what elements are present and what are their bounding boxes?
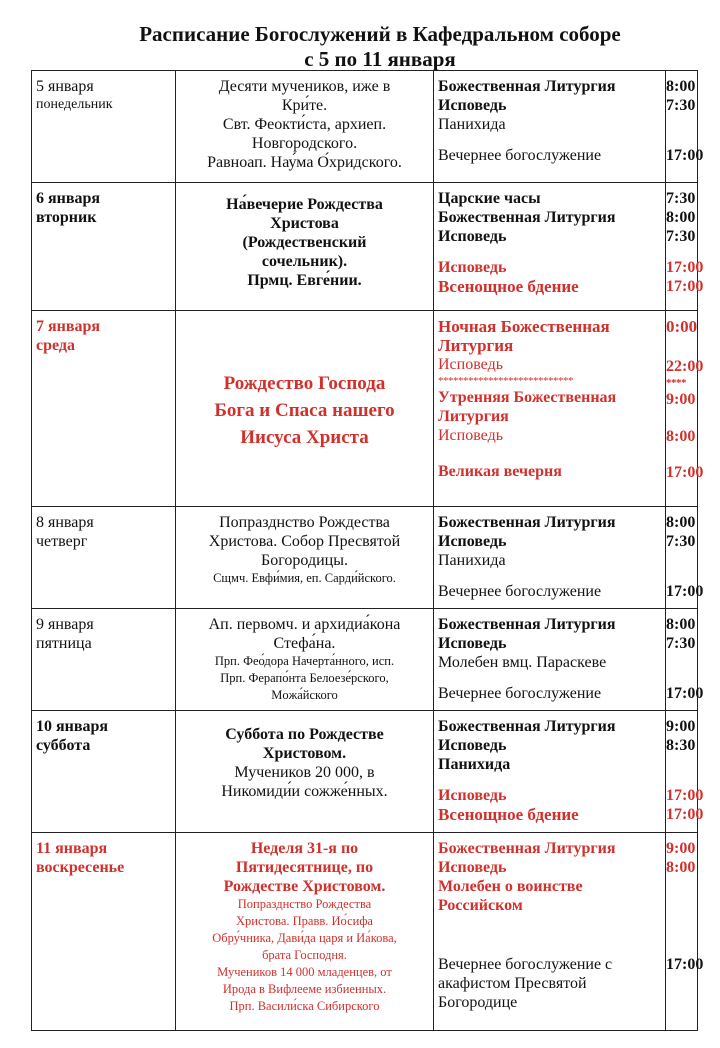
time: 17:00 [666,806,704,823]
schedule-table [31,70,704,1031]
time: 8:00 [666,428,696,445]
service: Панихида [438,756,511,773]
feast-cell [176,507,434,609]
time: 8:00 [666,209,696,226]
times-cell [666,507,704,609]
weekday: четверг [36,533,88,550]
service: Исповедь [438,635,507,652]
service: Вечернее богослужение [438,583,602,600]
services-cell [434,609,666,711]
feast-cell [176,183,434,311]
time: 9:00 [666,840,696,857]
date: 6 января [36,190,101,207]
service: Вечернее богослужение с [438,956,613,973]
service: Исповедь [438,859,507,876]
time: 8:00 [666,514,696,531]
day-row [32,507,698,609]
weekday: понедельник [36,97,113,112]
service: Богородице [438,994,518,1011]
service: Великая вечерня [438,463,562,480]
feast-line: Суббота по Рождестве [225,726,384,743]
times-cell [666,71,704,183]
service: Литургия [438,408,509,425]
date-cell [32,711,176,833]
feast-line: Мoжа́йского [271,688,338,702]
service: Исповедь [438,259,507,276]
time: 17:00 [666,685,704,702]
feast-cell [176,311,434,507]
weekday: суббота [36,737,91,754]
time: 9:00 [666,718,696,735]
feast-line: сочельник). [261,253,348,270]
times-cell [666,183,704,311]
service: Божественная Литургия [438,616,616,633]
time: 17:00 [666,259,704,276]
time: 17:00 [666,147,704,164]
weekday: воскресенье [36,859,125,876]
feast-line: Христовом. [262,745,347,762]
day-row [32,609,698,711]
feast-line: Попразднство Рождества [219,514,390,531]
day-row [32,311,698,507]
service: Утренняя Божественная [438,389,617,406]
service: Всенощное бдение [438,805,579,824]
feast-line: Равноап. Нау́ма О́хридского. [207,154,402,171]
feast-line: Христова [270,215,339,232]
feast-line: Христова. Правв. Ио́сифа [236,914,373,928]
feast-line: Мучеников 14 000 младенцев, от [217,965,392,979]
times-cell [666,711,704,833]
feast-line: Свт. Феокти́ста, архиеп. [222,116,387,133]
feast-line: Новгородского. [251,135,358,152]
time: 17:00 [666,956,704,973]
service: Исповедь [438,356,504,373]
feast-cell [176,833,434,1031]
feast-cell [176,71,434,183]
feast-line: Десяти мучеников, иже в [218,78,391,95]
feast-line: Попразднство Рождества [237,897,372,911]
weekday: среда [36,337,75,354]
separator-stars: *************************** [438,375,573,387]
feast-line: Бога и Спаса нашего [214,400,395,421]
services-cell [434,311,666,507]
services-cell [434,71,666,183]
time: 0:00 [666,317,698,336]
page-title: Расписание Богослужений в Кафедральном соборе [139,22,621,46]
feast-line: Обру́чника, Дави́да царя и Иа́кова, [212,931,397,945]
feast-line: Никомиди́и сожже́нных. [221,783,388,800]
service: Ночная Божественная [438,317,610,336]
day-row [32,711,698,833]
time: 8:00 [666,616,696,633]
time: 7:30 [666,97,696,114]
time: 7:30 [666,533,696,550]
day-row [32,833,698,1031]
service: акафистом Пресвятой [438,975,587,992]
date-cell [32,71,176,183]
date-cell [32,183,176,311]
date: 5 января [36,78,94,95]
service: Исповедь [438,228,507,245]
feast-line: Неделя 31-я по [250,840,359,857]
time: 7:30 [666,190,696,207]
feast-line: Пятидесятнице, по [235,859,374,876]
day-row [32,71,698,183]
service: Вечернее богослужение [438,147,602,164]
service: Всенощное бдение [438,277,579,296]
service: Божественная Литургия [438,840,616,857]
service: Исповедь [438,737,507,754]
service: Российском [438,897,523,914]
feast-line: Ирода в Вифлееме избиенных. [222,982,387,996]
times-cell [666,609,704,711]
time: 7:30 [666,228,696,245]
service: Божественная Литургия [438,209,616,226]
time: 9:00 [666,391,696,408]
service: Царские часы [438,190,541,207]
time: 8:30 [666,737,696,754]
date-cell [32,507,176,609]
feast-line: Ап. первомч. и архидиа́кона [208,616,401,633]
times-cell [666,311,704,507]
time: 17:00 [666,787,704,804]
feast-line: Прп. Васили́ска Сибирского [229,999,380,1013]
feast-line: брата Господня. [262,948,347,962]
services-cell [434,507,666,609]
page-subtitle: с 5 по 11 января [304,47,456,71]
service: Исповедь [438,97,507,114]
feast-line: Христова. Собор Пресвятой [208,533,401,550]
date-cell [32,833,176,1031]
feast-line: На́вечерие Рождества [226,196,383,213]
service: Панихида [438,552,506,569]
feast-line: Кри́те. [281,97,328,114]
feast-line: Богородицы. [261,552,348,569]
services-cell [434,833,666,1031]
feast-line: Стефа́на. [273,635,336,652]
feast-line: (Рождественский [242,234,367,251]
date-cell [32,311,176,507]
feast-line: Мучеников 20 000, в [234,764,375,781]
time: 8:00 [666,78,696,95]
service: Божественная Литургия [438,78,616,95]
separator-stars: **** [666,377,686,389]
date: 10 января [36,718,109,735]
time: 17:00 [666,464,704,481]
date: 9 января [36,616,94,633]
service: Божественная Литургия [438,718,616,735]
feast-line: Прмц. Евге́нии. [247,272,362,289]
service: Панихида [438,116,506,133]
service: Вечернее богослужение [438,685,602,702]
feast-line: Рождество Господа [223,373,386,394]
times-cell [666,833,704,1031]
service: Божественная Литургия [438,514,616,531]
feast-line: Иисуса Христа [240,427,369,448]
service: Литургия [438,336,514,355]
feast-cell [176,711,434,833]
time: 17:00 [666,278,704,295]
feast-line: Прп. Фео́дора Начерта́нного, исп. [214,654,395,668]
day-row [32,183,698,311]
service: Исповедь [438,533,507,550]
services-cell [434,183,666,311]
date-cell [32,609,176,711]
time: 7:30 [666,635,696,652]
date: 11 января [36,840,108,857]
weekday: вторник [36,209,97,226]
service: Исповедь [438,427,504,444]
services-cell [434,711,666,833]
time: 8:00 [666,859,696,876]
date: 7 января [36,318,101,335]
feast-line: Сщмч. Евфи́мия, еп. Сарди́йского. [213,571,396,585]
feast-line: Рождестве Христовом. [223,878,386,895]
feast-cell [176,609,434,711]
time: 22:00 [666,358,704,375]
feast-line: Прп. Ферапо́нта Белоезе́рского, [220,671,389,685]
weekday: пятница [36,635,92,652]
service: Молебен о воинстве [438,878,583,895]
service: Исповедь [438,787,507,804]
date: 8 января [36,514,94,531]
time: 17:00 [666,583,704,600]
service: Молебен вмц. Параскеве [438,654,607,671]
